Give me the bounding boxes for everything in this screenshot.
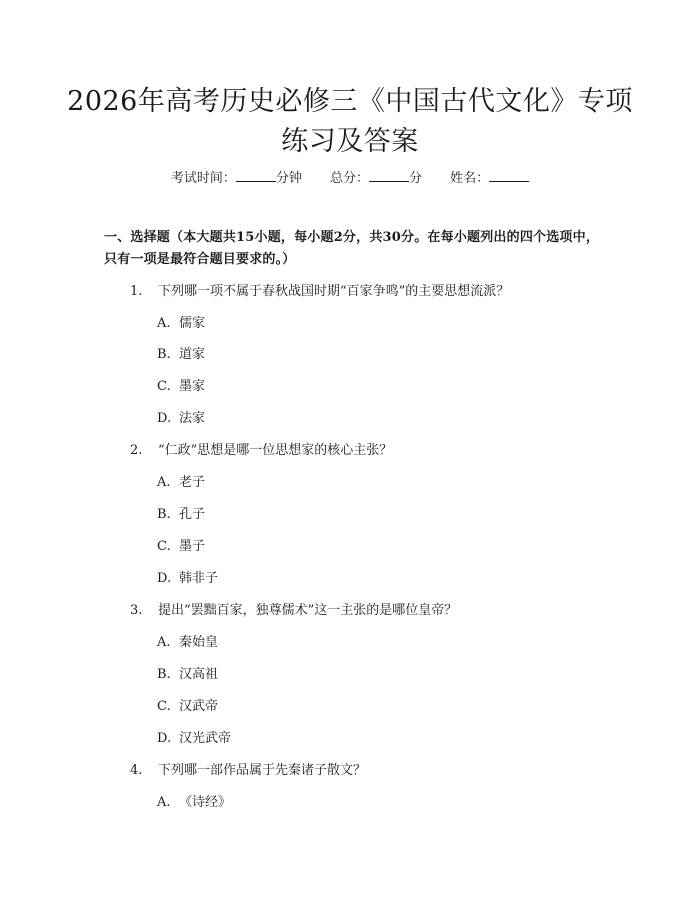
- option-3a: [157, 633, 218, 653]
- option-text: 墨家: [179, 379, 206, 394]
- exam-time: [171, 171, 302, 186]
- option-3d: [157, 729, 231, 749]
- option-text: 汉武帝: [179, 699, 219, 714]
- student-name-label: 姓名：: [450, 171, 490, 186]
- option-letter: A.: [157, 475, 171, 490]
- option-letter: A.: [157, 635, 171, 650]
- question-3: [130, 601, 457, 621]
- option-letter: D.: [157, 411, 172, 426]
- option-letter: C.: [157, 539, 171, 554]
- option-2a: [157, 473, 205, 493]
- option-2b: [157, 505, 205, 525]
- question-text: 下列哪一项不属于春秋战国时期“百家争鸣”的主要思想流派？: [158, 284, 510, 299]
- total-score-unit: 分: [409, 171, 423, 186]
- option-4a: [157, 793, 231, 813]
- option-letter: B.: [157, 667, 171, 682]
- option-1c: [157, 377, 205, 397]
- total-score-blank: [369, 168, 409, 182]
- question-number: 4.: [130, 763, 143, 778]
- option-letter: A.: [157, 316, 171, 331]
- option-text: 汉高祖: [179, 667, 219, 682]
- option-text: 道家: [179, 347, 206, 362]
- option-2c: [157, 537, 205, 557]
- document-title: 2026年高考历史必修三《中国古代文化》专项练习及答案: [67, 86, 633, 157]
- student-name: [450, 171, 529, 186]
- option-text: 法家: [179, 411, 206, 426]
- exam-time-blank: [236, 168, 276, 182]
- exam-time-unit: 分钟: [275, 171, 302, 186]
- option-1b: [157, 345, 205, 365]
- option-3c: [157, 697, 218, 717]
- option-text: 汉光武帝: [179, 731, 232, 746]
- option-3b: [157, 665, 218, 685]
- option-letter: C.: [157, 699, 171, 714]
- question-text: 下列哪一部作品属于先秦诸子散文？: [158, 763, 367, 778]
- exam-time-label: 考试时间：: [170, 171, 236, 186]
- option-letter: B.: [157, 507, 171, 522]
- option-text: 儒家: [179, 316, 206, 331]
- option-letter: D.: [157, 571, 172, 586]
- option-text: 孔子: [179, 507, 206, 522]
- exam-meta: [0, 168, 700, 189]
- option-2d: [157, 569, 218, 589]
- question-text: “仁政”思想是哪一位思想家的核心主张？: [158, 443, 393, 458]
- question-number: 3.: [130, 603, 143, 618]
- question-1: [130, 282, 509, 302]
- option-text: 韩非子: [179, 571, 219, 586]
- option-text: 《诗经》: [179, 795, 232, 810]
- option-letter: A.: [157, 795, 171, 810]
- question-4: [130, 761, 366, 781]
- option-letter: B.: [157, 347, 171, 362]
- section-heading: 一、选择题（本大题共15小题，每小题2分，共30分。在每小题列出的四个选项中，只有一项是最符合题目要求的。）: [104, 230, 600, 267]
- student-name-blank: [489, 168, 529, 182]
- option-text: 墨子: [179, 539, 206, 554]
- option-text: 老子: [179, 475, 206, 490]
- option-letter: C.: [157, 379, 171, 394]
- option-1d: [157, 409, 205, 429]
- question-number: 1.: [130, 284, 143, 299]
- question-text: 提出“罢黜百家，独尊儒术”这一主张的是哪位皇帝？: [158, 603, 458, 618]
- option-1a: [157, 314, 205, 334]
- option-text: 秦始皇: [179, 635, 219, 650]
- total-score-label: 总分：: [329, 171, 369, 186]
- question-2: [130, 441, 392, 461]
- option-letter: D.: [157, 731, 172, 746]
- question-number: 2.: [130, 443, 143, 458]
- total-score: [330, 171, 422, 186]
